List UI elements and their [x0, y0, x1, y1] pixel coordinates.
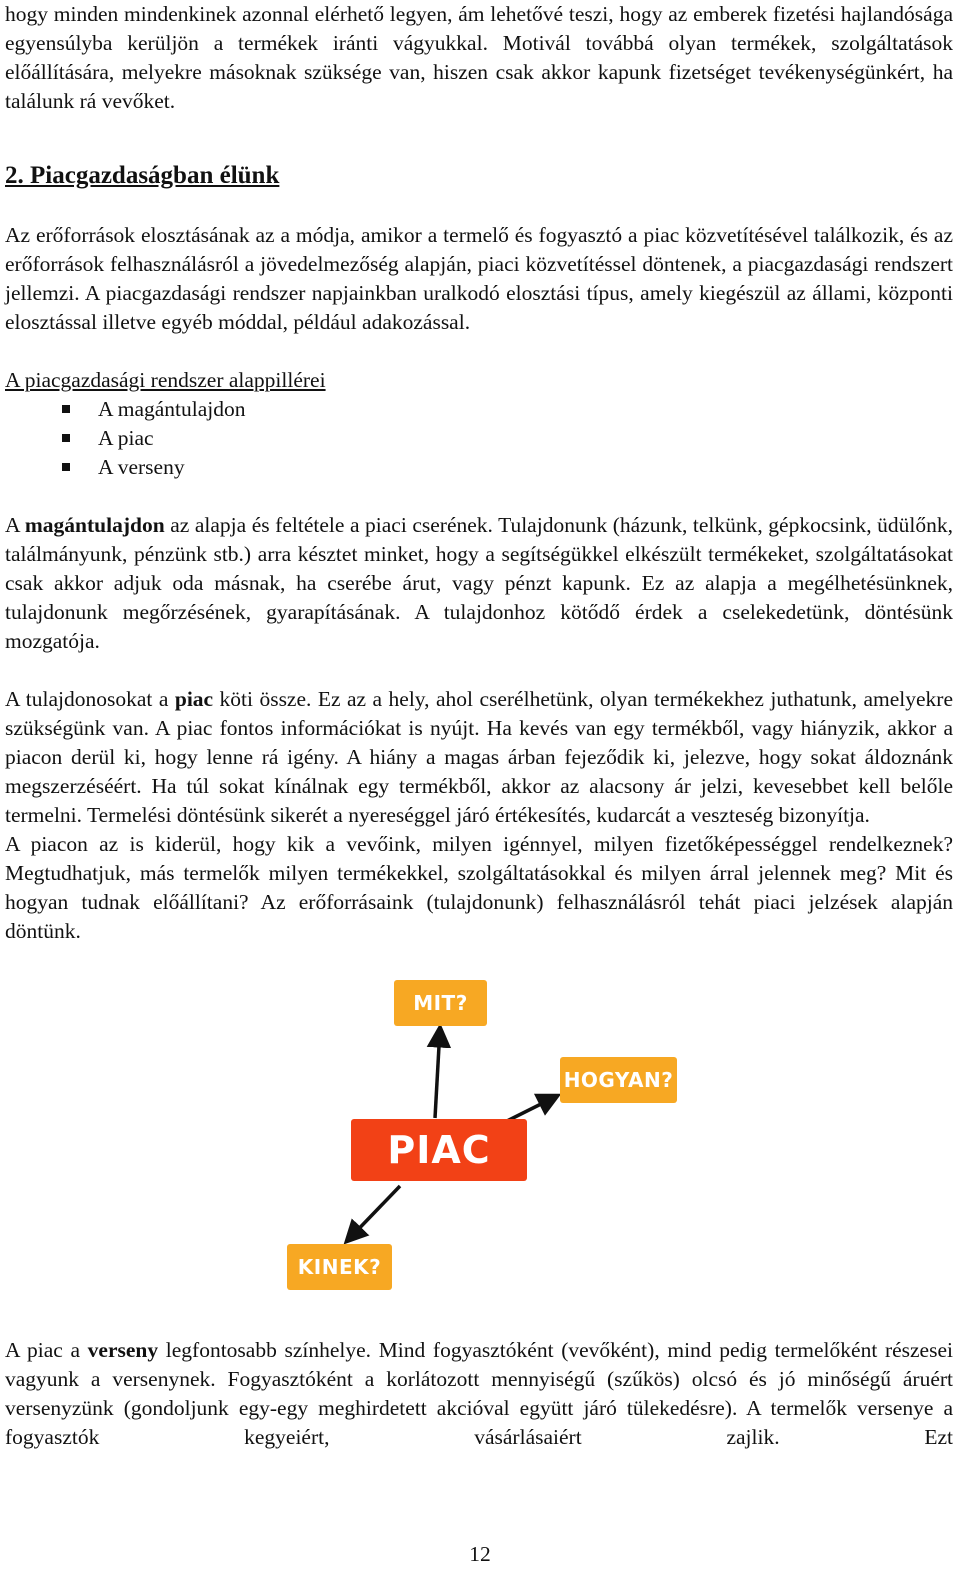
how-box: HOGYAN? — [560, 1057, 677, 1103]
list-item: A magántulajdon — [5, 395, 953, 424]
list-item: A piac — [5, 424, 953, 453]
market-paragraph: A tulajdonosokat a piac köti össze. Ez az a hely, ahol cserélhetünk, olyan termékekhez juthatunk, amelyekre szükségünk van. A piac fontos információkat is nyújt. Ha kevés van egy termékből, vagy hiányzik, akkor a piacon derül ki, hogy lenne rá igény. A hiány a magas árban fejeződik ki, jelezve, hogy sokat áldoznánk megszerzéséért. Ha túl sokat kínálnak egy termékből, akkor az alacsony ár jelzi, kevesebbet kell belőle termelni. Termelési döntésünk sikerét a nyereséggel járó értékesítés, kudarcát a veszteség bizonyítja. — [5, 687, 953, 827]
private-property-paragraph: A magántulajdon az alapja és feltétele a piaci cserének. Tulajdonunk (házunk, telkünk, gépkocsink, üdülőnk, találmányunk, pénzünk stb.) arra késztet minket, hogy a segítségükkel elkészült termékeket, szolgáltatásokat csak akkor adjuk oda másnak, ha cserébe árut, vagy pénzt kapunk. Ez az alapja a megélhetésünknek, tulajdonunk megőrzésének, gyarapításának. A tulajdonhoz kötődő érdek a cselekedetünk, döntésünk mozgatója. — [5, 513, 953, 653]
market-box: PIAC — [351, 1119, 527, 1181]
arrow-to-whom — [347, 1186, 400, 1241]
definition-paragraph: Az erőforrások elosztásának az a módja, amikor a termelő és fogyasztó a piac közvetítésével találkozik, és az erőforrások felhasználásról a jövedelmezőség alapján, piaci közvetítéssel döntenek, a piacgazdasági rendszert jellemzi. A piacgazdasági rendszer napjainkban uralkodó elosztási típus, amely kiegészül az állami, központi elosztással illetve egyéb móddal, például adakozással. — [5, 223, 953, 334]
whom-box: KINEK? — [287, 1244, 392, 1290]
pillars-list — [5, 395, 953, 482]
market-info-paragraph: A piacon az is kiderül, hogy kik a vevőink, milyen igénnyel, milyen fizetőképességgel rendelkeznek? Megtudhatjuk, más termelők milyen termékekkel, szolgáltatásokkal és milyen árral jelennek meg? Mit és hogyan tudnak előállítani? Az erőforrásaink (tulajdonunk) felhasználásról tehát piaci jelzések alapján döntünk. — [5, 832, 953, 943]
bold-term: magántulajdon — [24, 513, 165, 537]
bold-term: piac — [174, 687, 214, 711]
list-item: A verseny — [5, 453, 953, 482]
market-questions-diagram — [5, 946, 953, 1336]
square-bullet-icon — [62, 405, 70, 413]
page-number: 12 — [469, 1542, 491, 1566]
square-bullet-icon — [62, 434, 70, 442]
document-page — [5, 0, 953, 1452]
arrow-to-what — [435, 1028, 440, 1118]
square-bullet-icon — [62, 463, 70, 471]
what-box: MIT? — [394, 980, 487, 1026]
intro-paragraph: hogy minden mindenkinek azonnal elérhető legyen, ám lehetővé teszi, hogy az emberek fizetési hajlandósága egyensúlyba kerüljön a termékek iránti vágyukkal. Motivál továbbá olyan termékek, szolgáltatások előállítására, melyekre másoknak szüksége van, hiszen csak akkor kapunk fizetséget tevékenységünkért, ha találunk rá vevőket. — [5, 2, 953, 113]
competition-paragraph: A piac a verseny legfontosabb színhelye. Mind fogyasztóként (vevőként), mind pedig termelőként részesei vagyunk a versenynek. Fogyasztóként a korlátozott mennyiségű (szűkös) olcsó és jó minőségű áruért versenyzünk (gondoljunk egy-egy meghirdetett akcióval együtt járó tülekedésre). A termelők versenye a fogyasztók kegyeiért, vásárlásaiért zajlik. Ezt — [5, 1338, 953, 1449]
section-heading: 2. Piacgazdaságban élünk — [5, 162, 280, 189]
bold-term: verseny — [87, 1338, 159, 1362]
pillars-title: A piacgazdasági rendszer alappillérei — [5, 368, 326, 392]
